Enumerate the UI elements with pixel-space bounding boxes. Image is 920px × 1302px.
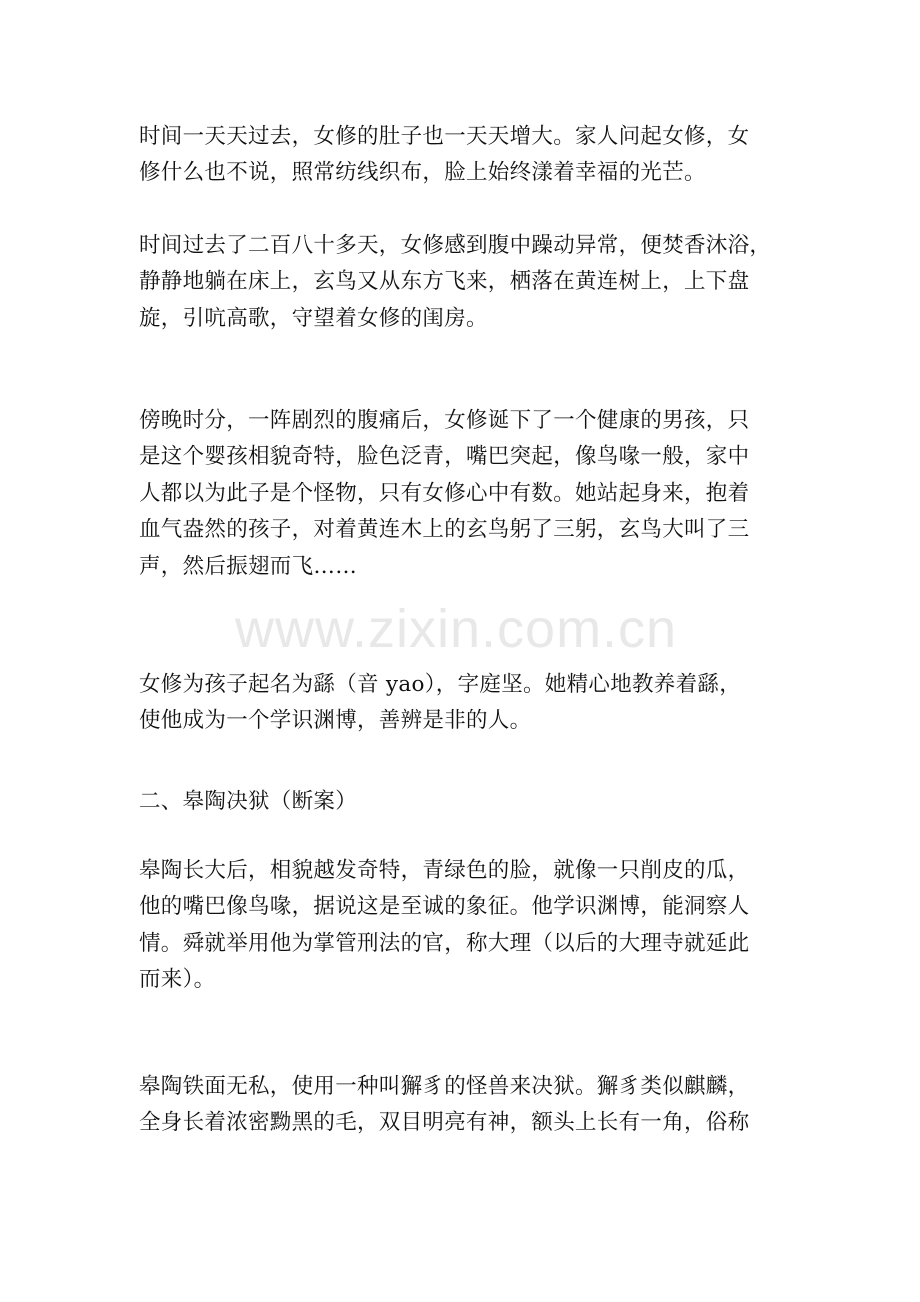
text-line: 他的嘴巴像鸟喙，据说这是至诚的象征。他学识渊博，能洞察人 [139,894,750,920]
paragraph-5 [139,853,784,999]
text-line: 旋，引吭高歌，守望着女修的闺房。 [139,305,488,331]
text-line: 使他成为一个学识渊博，善辨是非的人。 [139,708,532,734]
text-line: 情。舜就举用他为掌管刑法的官，称大理（以后的大理寺就延此 [139,930,750,956]
text-line: 全身长着浓密黝黑的毛，双目明亮有神，额头上长有一角，俗称 [139,1110,750,1136]
text-line: 皋陶长大后，相貌越发奇特，青绿色的脸，就像一只削皮的瓜， [139,858,750,883]
text-line: 而来）。 [139,967,216,993]
text-line: 女修为孩子起名为繇（音 yao），字庭坚。她精心地教养着繇， [139,672,741,697]
text-line: 时间过去了二百八十多天，女修感到腹中躁动异常，便焚香沐浴， [139,233,772,258]
text-line: 傍晚时分，一阵剧烈的腹痛后，女修诞下了一个健康的男孩，只 [139,408,750,433]
section-heading [139,784,784,820]
watermark: www.zixin.com.cn [235,599,678,659]
text-line: 是这个婴孩相貌奇特，脸色泛青，嘴巴突起，像鸟喙一般，家中 [139,444,750,470]
heading-line: 二、皋陶决狱（断案） [139,789,358,814]
text-line: 人都以为此子是个怪物，只有女修心中有数。她站起身来，抱着 [139,480,750,506]
text-line: 声，然后振翅而飞…… [139,553,358,579]
text-line: 血气盎然的孩子，对着黄连木上的玄鸟躬了三躬，玄鸟大叫了三 [139,517,750,543]
text-line: 静静地躺在床上，玄鸟又从东方飞来，栖落在黄连树上，上下盘 [139,269,750,295]
paragraph-2 [139,228,784,337]
text-line: 皋陶铁面无私，使用一种叫獬豸的怪兽来决狱。獬豸类似麒麟， [139,1074,750,1099]
text-line: 时间一天天过去，女修的肚子也一天天增大。家人问起女修，女 [139,124,750,149]
paragraph-3 [139,403,784,585]
paragraph-6 [139,1069,784,1142]
text-line: 修什么也不说，照常纺线织布，脸上始终漾着幸福的光芒。 [139,160,706,186]
paragraph-1 [139,119,784,192]
paragraph-4 [139,667,784,740]
